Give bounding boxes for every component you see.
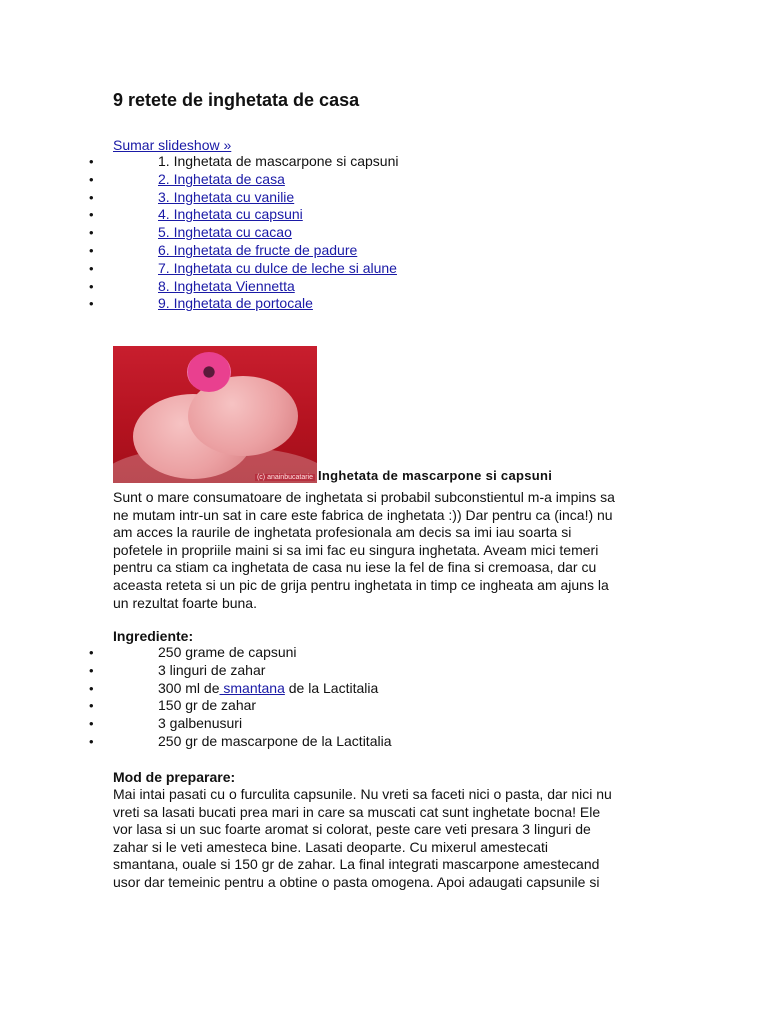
recipe-heading: Inghetata de mascarpone si capsuni xyxy=(318,468,553,483)
bullet-icon: • xyxy=(89,698,94,714)
ingredient-item xyxy=(0,680,700,698)
bullet-icon: • xyxy=(89,278,94,294)
text-line: un rezultat foarte buna. xyxy=(113,594,257,611)
ingredient-text: 250 grame de capsuni xyxy=(158,644,297,660)
ingredient-text: 150 gr de zahar xyxy=(158,697,257,714)
bullet-icon: • xyxy=(89,225,94,241)
list-item xyxy=(0,171,700,189)
recipe-link-8[interactable]: 8. Inghetata Viennetta xyxy=(158,277,295,294)
photo-watermark: (c) anainbucatarie xyxy=(256,474,313,481)
recipe-link-6[interactable]: 6. Inghetata de fructe de padure xyxy=(158,241,358,258)
ingredient-item xyxy=(0,733,700,751)
recipe-link-5[interactable]: 5. Inghetata cu cacao xyxy=(158,224,292,241)
method-label: Mod de preparare: xyxy=(113,769,236,785)
text-line: smantana, ouale si 150 gr de zahar. La final integrati mascarpone amestecand xyxy=(113,856,600,873)
recipe-list xyxy=(0,153,700,313)
text-line: aceasta reteta si un pic de grija pentru inghetata in timp ce ingheata am ajuns la xyxy=(113,576,609,593)
bullet-icon: • xyxy=(89,296,94,312)
bullet-icon: • xyxy=(89,733,94,749)
text-line: vreti sa lasati bucati prea mari in care sa muscati cat sunt inghetate bocna! Ele xyxy=(113,803,601,820)
bullet-icon: • xyxy=(89,207,94,223)
ingredient-text: 300 ml de smantana de la Lactitalia xyxy=(158,679,379,696)
list-item xyxy=(0,189,700,207)
ingredients-list xyxy=(0,644,700,751)
list-item xyxy=(0,206,700,224)
list-item xyxy=(0,295,700,313)
list-item xyxy=(0,278,700,296)
ingredient-text: 3 linguri de zahar xyxy=(158,661,266,678)
text-line: vor lasa si un suc foarte aromat si colorat, peste care veti presara 3 linguri de xyxy=(113,821,591,838)
bullet-icon: • xyxy=(89,189,94,205)
bullet-icon: • xyxy=(89,242,94,258)
smantana-link[interactable]: smantana xyxy=(219,679,285,696)
text-line: am acces la raurile de inghetata profesionala am decis sa imi iau soarta si xyxy=(113,524,572,541)
recipe-link-7[interactable]: 7. Inghetata cu dulce de leche si alune xyxy=(158,259,397,276)
text-line: usor dar temeinic pentru a obtine o pasta omogena. Apoi adaugati capsunile si xyxy=(113,873,600,890)
method-paragraph xyxy=(113,786,653,892)
recipe-current-1: 1. Inghetata de mascarpone si capsuni xyxy=(158,153,399,169)
text-line: ne mutam intr-un sat in care este fabrica de inghetata :)) Dar pentru ca (inca!) nu xyxy=(113,506,613,523)
ingredient-item xyxy=(0,644,700,662)
intro-paragraph xyxy=(113,489,653,612)
recipe-link-3[interactable]: 3. Inghetata cu vanilie xyxy=(158,188,295,205)
page-title: 9 retete de inghetata de casa xyxy=(113,90,360,110)
ingredient-item xyxy=(0,662,700,680)
bullet-icon: • xyxy=(89,716,94,732)
ingredients-label: Ingrediente: xyxy=(113,628,194,644)
ingredient-text: 3 galbenusuri xyxy=(158,715,243,732)
ingredient-item xyxy=(0,715,700,733)
text-line: zahar si le veti amesteca bine. Lasati deoparte. Cu mixerul amestecati xyxy=(113,838,548,855)
list-item xyxy=(0,242,700,260)
recipe-link-4[interactable]: 4. Inghetata cu capsuni xyxy=(158,206,303,223)
ingredient-item xyxy=(0,697,700,715)
bullet-icon: • xyxy=(89,645,94,660)
bullet-icon: • xyxy=(89,680,94,696)
text-line: pentru ca stiam ca inghetata de casa nu iese la fel de fina si cremoasa, dar cu xyxy=(113,559,597,576)
bullet-icon: • xyxy=(89,662,94,678)
text-line: Sunt o mare consumatoare de inghetata si probabil subconstientul m-a impins sa xyxy=(113,489,615,505)
text-line: pofetele in propriile maini si sa imi fac eu singura inghetata. Aveam mici temeri xyxy=(113,541,599,558)
ice-cream-photo xyxy=(113,346,317,483)
list-item xyxy=(0,153,700,171)
recipe-link-2[interactable]: 2. Inghetata de casa xyxy=(158,170,285,187)
text-line: Mai intai pasati cu o furculita capsunile. Nu vreti sa faceti nici o pasta, dar nici nu xyxy=(113,786,612,802)
ingredient-text: 250 gr de mascarpone de la Lactitalia xyxy=(158,732,392,749)
summary-slideshow-link[interactable]: Sumar slideshow » xyxy=(113,137,232,153)
list-item xyxy=(0,260,700,278)
list-item xyxy=(0,224,700,242)
bullet-icon: • xyxy=(89,171,94,187)
bullet-icon: • xyxy=(89,260,94,276)
recipe-link-9[interactable]: 9. Inghetata de portocale xyxy=(158,295,313,312)
flower-decoration xyxy=(187,352,231,392)
bullet-icon: • xyxy=(89,154,94,169)
